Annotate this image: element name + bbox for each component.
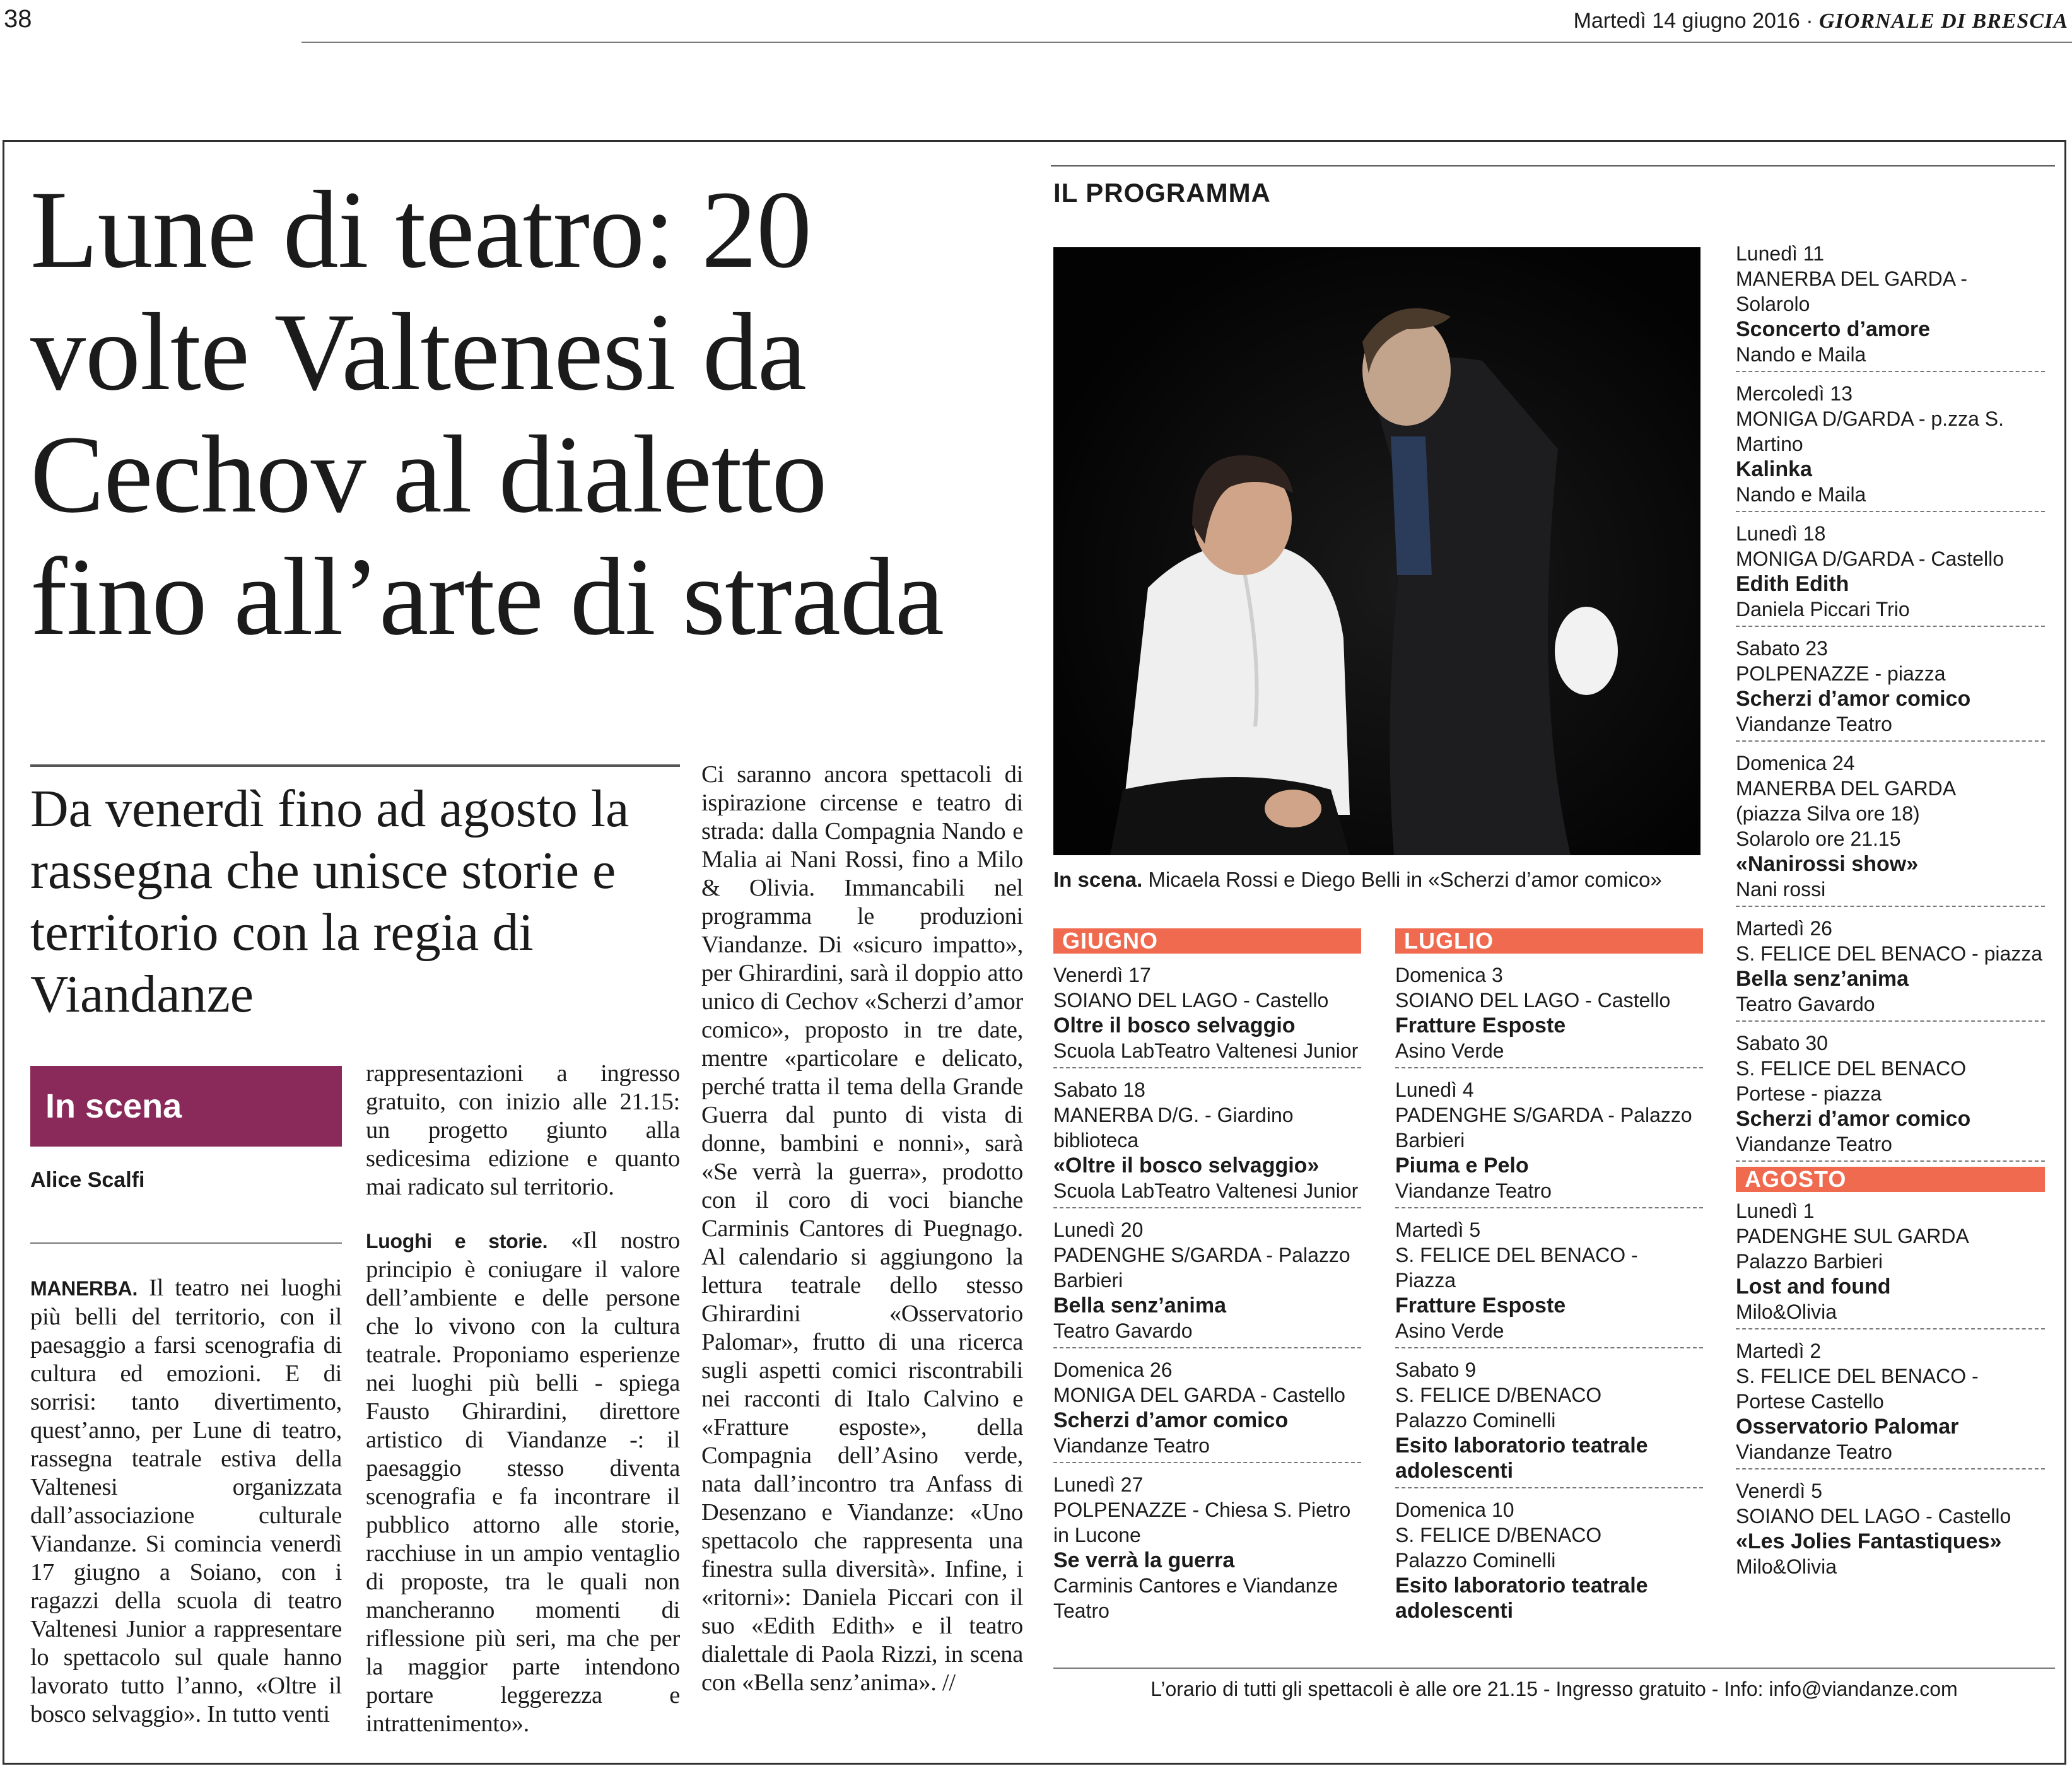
event-company: Scuola LabTeatro Valtenesi Junior bbox=[1053, 1039, 1359, 1062]
event-show: Scherzi d’amor comico bbox=[1736, 687, 1971, 711]
event-entry bbox=[1053, 962, 1361, 1063]
event-company: Viandanze Teatro bbox=[1736, 1440, 1892, 1463]
month-header-agosto: AGOSTO bbox=[1736, 1167, 2045, 1192]
event-entry bbox=[1053, 1472, 1361, 1623]
event-place-detail: Palazzo Cominelli bbox=[1395, 1549, 1556, 1572]
event-show: «Oltre il bosco selvaggio» bbox=[1053, 1154, 1320, 1177]
event-company: Asino Verde bbox=[1395, 1319, 1504, 1342]
event-place: S. FELICE DEL BENACO - piazza bbox=[1736, 942, 2043, 965]
event-show: «Nanirossi show» bbox=[1736, 852, 1919, 876]
program-title: IL PROGRAMMA bbox=[1053, 178, 1271, 207]
event-entry bbox=[1395, 1077, 1703, 1203]
event-date: Venerdì 5 bbox=[1736, 1480, 1822, 1502]
event-place-detail: Portese - piazza bbox=[1736, 1082, 1882, 1105]
event-entry bbox=[1395, 1497, 1703, 1623]
headline: Lune di teatro: 20 volte Valtenesi da Cechov al dialetto fino all’arte di strada bbox=[30, 168, 944, 658]
event-date: Sabato 18 bbox=[1053, 1078, 1145, 1101]
event-show: Fratture Esposte bbox=[1395, 1294, 1566, 1317]
event-list bbox=[1736, 241, 2045, 1162]
event-company: Nando e Maila bbox=[1736, 483, 1866, 506]
section-label: In scena bbox=[30, 1066, 342, 1147]
event-date: Domenica 26 bbox=[1053, 1358, 1173, 1381]
month-header-luglio: LUGLIO bbox=[1395, 928, 1703, 954]
event-place: MANERBA DEL GARDA bbox=[1736, 777, 1957, 800]
event-date: Martedì 26 bbox=[1736, 917, 1832, 940]
event-place: POLPENAZZE - piazza bbox=[1736, 662, 1946, 685]
author-byline: Alice Scalfi bbox=[30, 1168, 145, 1192]
event-show: Oltre il bosco selvaggio bbox=[1053, 1014, 1296, 1037]
entry-separator bbox=[1395, 1207, 1703, 1208]
event-place: PADENGHE S/GARDA - Palazzo Barbieri bbox=[1395, 1104, 1692, 1152]
event-company: Milo&Olivia bbox=[1736, 1555, 1837, 1578]
event-entry bbox=[1736, 1338, 2045, 1464]
event-show: Bella senz’anima bbox=[1053, 1294, 1227, 1317]
event-show: Sconcerto d’amore bbox=[1736, 317, 1930, 341]
stage-photo bbox=[1053, 247, 1700, 855]
entry-separator bbox=[1736, 740, 2045, 742]
footer-rule bbox=[1053, 1668, 2055, 1669]
event-date: Sabato 30 bbox=[1736, 1032, 1828, 1054]
event-place: PADENGHE SUL GARDA bbox=[1736, 1225, 1969, 1247]
event-place-detail: (piazza Silva ore 18) bbox=[1736, 802, 1920, 825]
entry-separator bbox=[1736, 1468, 2045, 1469]
event-entry bbox=[1736, 241, 2045, 367]
event-date: Lunedì 4 bbox=[1395, 1078, 1474, 1101]
entry-separator bbox=[1736, 1020, 2045, 1022]
event-company: Daniela Piccari Trio bbox=[1736, 598, 1910, 621]
entry-separator bbox=[1053, 1462, 1361, 1463]
event-place: MONIGA D/GARDA - Castello bbox=[1736, 547, 2004, 570]
event-company: Nando e Maila bbox=[1736, 343, 1866, 366]
header-rule bbox=[301, 42, 2072, 43]
dateline bbox=[1574, 9, 2068, 33]
event-show: Osservatorio Palomar bbox=[1736, 1415, 1959, 1439]
event-entry bbox=[1395, 1357, 1703, 1483]
event-show: Piuma e Pelo bbox=[1395, 1154, 1529, 1177]
event-company: Teatro Gavardo bbox=[1736, 993, 1875, 1015]
event-place: S. FELICE D/BENACO bbox=[1395, 1524, 1602, 1546]
event-place: S. FELICE DEL BENACO bbox=[1736, 1057, 1967, 1080]
dateline-separator: · bbox=[1806, 9, 1813, 33]
event-date: Venerdì 17 bbox=[1053, 964, 1151, 986]
body-text: Il teatro nei luoghi più belli del territorio, con il paesaggio a farsi scenografia di cultura ed emozioni. E di sorrisi: tanto divertimento, quest’anno, per Lune di teatro, rassegna teatrale estiva della Valtenesi organizzata dall’associazione culturale Viandanze. Si comincia venerdì 17 giugno a Soiano, con i ragazzi della scuola di teatro Valtenesi Junior a rappresentare lo spettacolo sul quale hanno lavorato tutto l’anno, «Oltre il bosco selvaggio». In tutto venti bbox=[30, 1275, 342, 1727]
event-place-detail: Palazzo Cominelli bbox=[1395, 1409, 1556, 1432]
entry-separator bbox=[1053, 1347, 1361, 1348]
program-col-3 bbox=[1736, 241, 2045, 1579]
event-date: Sabato 23 bbox=[1736, 637, 1828, 660]
event-company: Viandanze Teatro bbox=[1053, 1434, 1210, 1457]
event-place: SOIANO DEL LAGO - Castello bbox=[1736, 1505, 2011, 1528]
event-date: Domenica 10 bbox=[1395, 1499, 1514, 1521]
body-text: rappresentazioni a ingresso gratuito, con inizio alle 21.15: un progetto giunto alla sedicesima edizione e quanto mai radicato sul territorio. bbox=[366, 1060, 680, 1200]
event-company: Milo&Olivia bbox=[1736, 1300, 1837, 1323]
byline-rule bbox=[30, 1242, 342, 1244]
event-place: MANERBA DEL GARDA - Solarolo bbox=[1736, 267, 1967, 315]
entry-separator bbox=[1395, 1487, 1703, 1488]
event-date: Lunedì 18 bbox=[1736, 522, 1826, 545]
event-place: POLPENAZZE - Chiesa S. Pietro in Lucone bbox=[1053, 1499, 1351, 1546]
entry-separator bbox=[1736, 906, 2045, 907]
event-date: Lunedì 11 bbox=[1736, 242, 1824, 265]
event-show: Scherzi d’amor comico bbox=[1736, 1107, 1971, 1131]
event-date: Martedì 5 bbox=[1395, 1218, 1481, 1241]
entry-separator bbox=[1395, 1067, 1703, 1068]
event-place: PADENGHE S/GARDA - Palazzo Barbieri bbox=[1053, 1244, 1350, 1292]
event-date: Lunedì 1 bbox=[1736, 1200, 1815, 1222]
entry-separator bbox=[1736, 626, 2045, 627]
event-entry bbox=[1736, 1031, 2045, 1157]
issue-date: Martedì 14 giugno 2016 bbox=[1573, 9, 1800, 33]
event-company: Viandanze Teatro bbox=[1736, 1133, 1892, 1155]
event-entry bbox=[1736, 751, 2045, 902]
event-show: Kalinka bbox=[1736, 457, 1812, 481]
photo-caption bbox=[1053, 868, 1662, 892]
subheadline: Da venerdì fino ad agosto la rassegna che unisce storie e territorio con la regia di Viandanze bbox=[30, 780, 629, 1024]
event-company: Asino Verde bbox=[1395, 1039, 1504, 1062]
entry-separator bbox=[1736, 371, 2045, 372]
body-text: «Il nostro principio è coniugare il valore dell’ambiente e delle persone che lo vivono con la cultura teatrale. Proponiamo esperienze nei luoghi più belli - spiega Fausto Ghirardini, direttore artistico di Viandanze -: il paesaggio stesso diventa scenografia e fa incontrare il pubblico attorno alle storie, racchiuse in un ampio ventaglio di proposte, tra le quali non mancheranno momenti di riflessione più seri, ma che per la maggior parte intendono portare leggerezza e intrattenimento». bbox=[366, 1227, 680, 1737]
event-company: Viandanze Teatro bbox=[1395, 1179, 1552, 1202]
event-entry bbox=[1053, 1357, 1361, 1458]
event-date: Mercoledì 13 bbox=[1736, 382, 1853, 405]
program-col-luglio bbox=[1395, 928, 1703, 1623]
event-company: Carminis Cantores e Viandanze Teatro bbox=[1053, 1574, 1338, 1622]
event-show: Se verrà la guerra bbox=[1053, 1548, 1235, 1572]
program-col-giugno bbox=[1053, 928, 1361, 1623]
event-entry bbox=[1395, 962, 1703, 1063]
event-entry bbox=[1736, 1478, 2045, 1579]
event-show: Scherzi d’amor comico bbox=[1053, 1408, 1289, 1432]
event-place: SOIANO DEL LAGO - Castello bbox=[1395, 989, 1671, 1012]
month-header-giugno: GIUGNO bbox=[1053, 928, 1361, 954]
event-date: Domenica 24 bbox=[1736, 752, 1855, 774]
entry-separator bbox=[1736, 1160, 2045, 1162]
event-date: Lunedì 20 bbox=[1053, 1218, 1144, 1241]
event-entry bbox=[1395, 1217, 1703, 1343]
event-date: Sabato 9 bbox=[1395, 1358, 1477, 1381]
event-entry bbox=[1736, 916, 2045, 1017]
event-show: Edith Edith bbox=[1736, 572, 1849, 596]
event-date: Lunedì 27 bbox=[1053, 1473, 1144, 1496]
program-rule bbox=[1051, 165, 2055, 166]
body-column-3: Ci saranno ancora spettacoli di ispirazione circense e teatro di strada: dalla Compagnia Nando e Malia ai Nani Rossi, fino a Milo & Olivia. Immancabili nel programma le produzioni Viandanze. Di «sicuro impatto», per Ghirardini, sarà il doppio atto unico di Cechov «Scherzi d’amor comico», proposto in tre date, mentre «particolare e delicato, perché tratta il tema della Grande Guerra dal punto di vista di donne, bambini e nonni», sarà «Se verrà la guerra», prodotto con il coro di voci bianche Carminis Cantores di Puegnago. Al calendario si aggiungono la lettura teatrale dello stesso Ghirardini «Osservatorio Palomar», frutto di una ricerca sugli aspetti comici riscontrabili nei racconti di Italo Calvino e «Fratture esposte», della Compagnia dell’Asino verde, nata dall’incontro tra Anfass di Desenzano e Viandanze: «Uno spettacolo che rappresenta una finestra sulla diversità». Infine, i «ritorni»: Daniela Piccari con il suo «Edith Edith» e il teatro dialettale di Paola Rizzi, in scena con «Bella senz’anima». // bbox=[701, 761, 1023, 1696]
event-show: Fratture Esposte bbox=[1395, 1014, 1566, 1037]
event-show: Lost and found bbox=[1736, 1275, 1891, 1299]
event-place: S. FELICE D/BENACO bbox=[1395, 1384, 1602, 1406]
event-date: Domenica 3 bbox=[1395, 964, 1503, 986]
entry-separator bbox=[1736, 511, 2045, 512]
entry-separator bbox=[1053, 1207, 1361, 1208]
newspaper-name: GIORNALE DI BRESCIA bbox=[1818, 9, 2068, 33]
event-company: Nani rossi bbox=[1736, 878, 1826, 901]
event-entry bbox=[1053, 1077, 1361, 1203]
caption-text: Micaela Rossi e Diego Belli in «Scherzi d’amor comico» bbox=[1142, 868, 1662, 891]
event-show: «Les Jolies Fantastiques» bbox=[1736, 1529, 2002, 1553]
event-entry bbox=[1736, 636, 2045, 737]
photo-illustration bbox=[1053, 247, 1700, 855]
event-entry bbox=[1736, 521, 2045, 622]
event-show: Bella senz’anima bbox=[1736, 967, 1909, 991]
event-show: Esito laboratorio teatrale adolescenti bbox=[1395, 1574, 1648, 1623]
paragraph-lead: Luoghi e storie. bbox=[366, 1230, 548, 1253]
event-list bbox=[1736, 1198, 2045, 1579]
dateline-city: MANERBA. bbox=[30, 1277, 138, 1300]
event-company: Teatro Gavardo bbox=[1053, 1319, 1193, 1342]
event-entry bbox=[1736, 1198, 2045, 1324]
event-company: Scuola LabTeatro Valtenesi Junior bbox=[1053, 1179, 1359, 1202]
event-place: S. FELICE DEL BENACO - Portese Castello bbox=[1736, 1365, 1979, 1413]
event-place: S. FELICE DEL BENACO - Piazza bbox=[1395, 1244, 1638, 1292]
body-column-2 bbox=[366, 1060, 680, 1738]
event-place: MANERBA D/G. - Giardino biblioteca bbox=[1053, 1104, 1294, 1152]
caption-lead: In scena. bbox=[1053, 868, 1143, 891]
body-column-1 bbox=[30, 1274, 342, 1729]
entry-separator bbox=[1053, 1067, 1361, 1068]
event-place-detail: Palazzo Barbieri bbox=[1736, 1250, 1883, 1273]
event-entry bbox=[1736, 381, 2045, 507]
event-list bbox=[1053, 962, 1361, 1623]
event-company: Viandanze Teatro bbox=[1736, 713, 1892, 735]
event-place-detail: Solarolo ore 21.15 bbox=[1736, 827, 1901, 850]
event-list bbox=[1395, 962, 1703, 1623]
event-place: MONIGA DEL GARDA - Castello bbox=[1053, 1384, 1345, 1406]
entry-separator bbox=[1736, 1328, 2045, 1329]
program-footer: L’orario di tutti gli spettacoli è alle ore 21.15 - Ingresso gratuito - Info: info@viandanze.com bbox=[1150, 1678, 1958, 1700]
event-place: MONIGA D/GARDA - p.zza S. Martino bbox=[1736, 407, 2004, 455]
event-date: Martedì 2 bbox=[1736, 1340, 1822, 1362]
event-entry bbox=[1053, 1217, 1361, 1343]
subhead-rule bbox=[30, 764, 680, 767]
event-place: SOIANO DEL LAGO - Castello bbox=[1053, 989, 1329, 1012]
entry-separator bbox=[1395, 1347, 1703, 1348]
page-number: 38 bbox=[4, 5, 32, 33]
event-show: Esito laboratorio teatrale adolescenti bbox=[1395, 1434, 1648, 1483]
